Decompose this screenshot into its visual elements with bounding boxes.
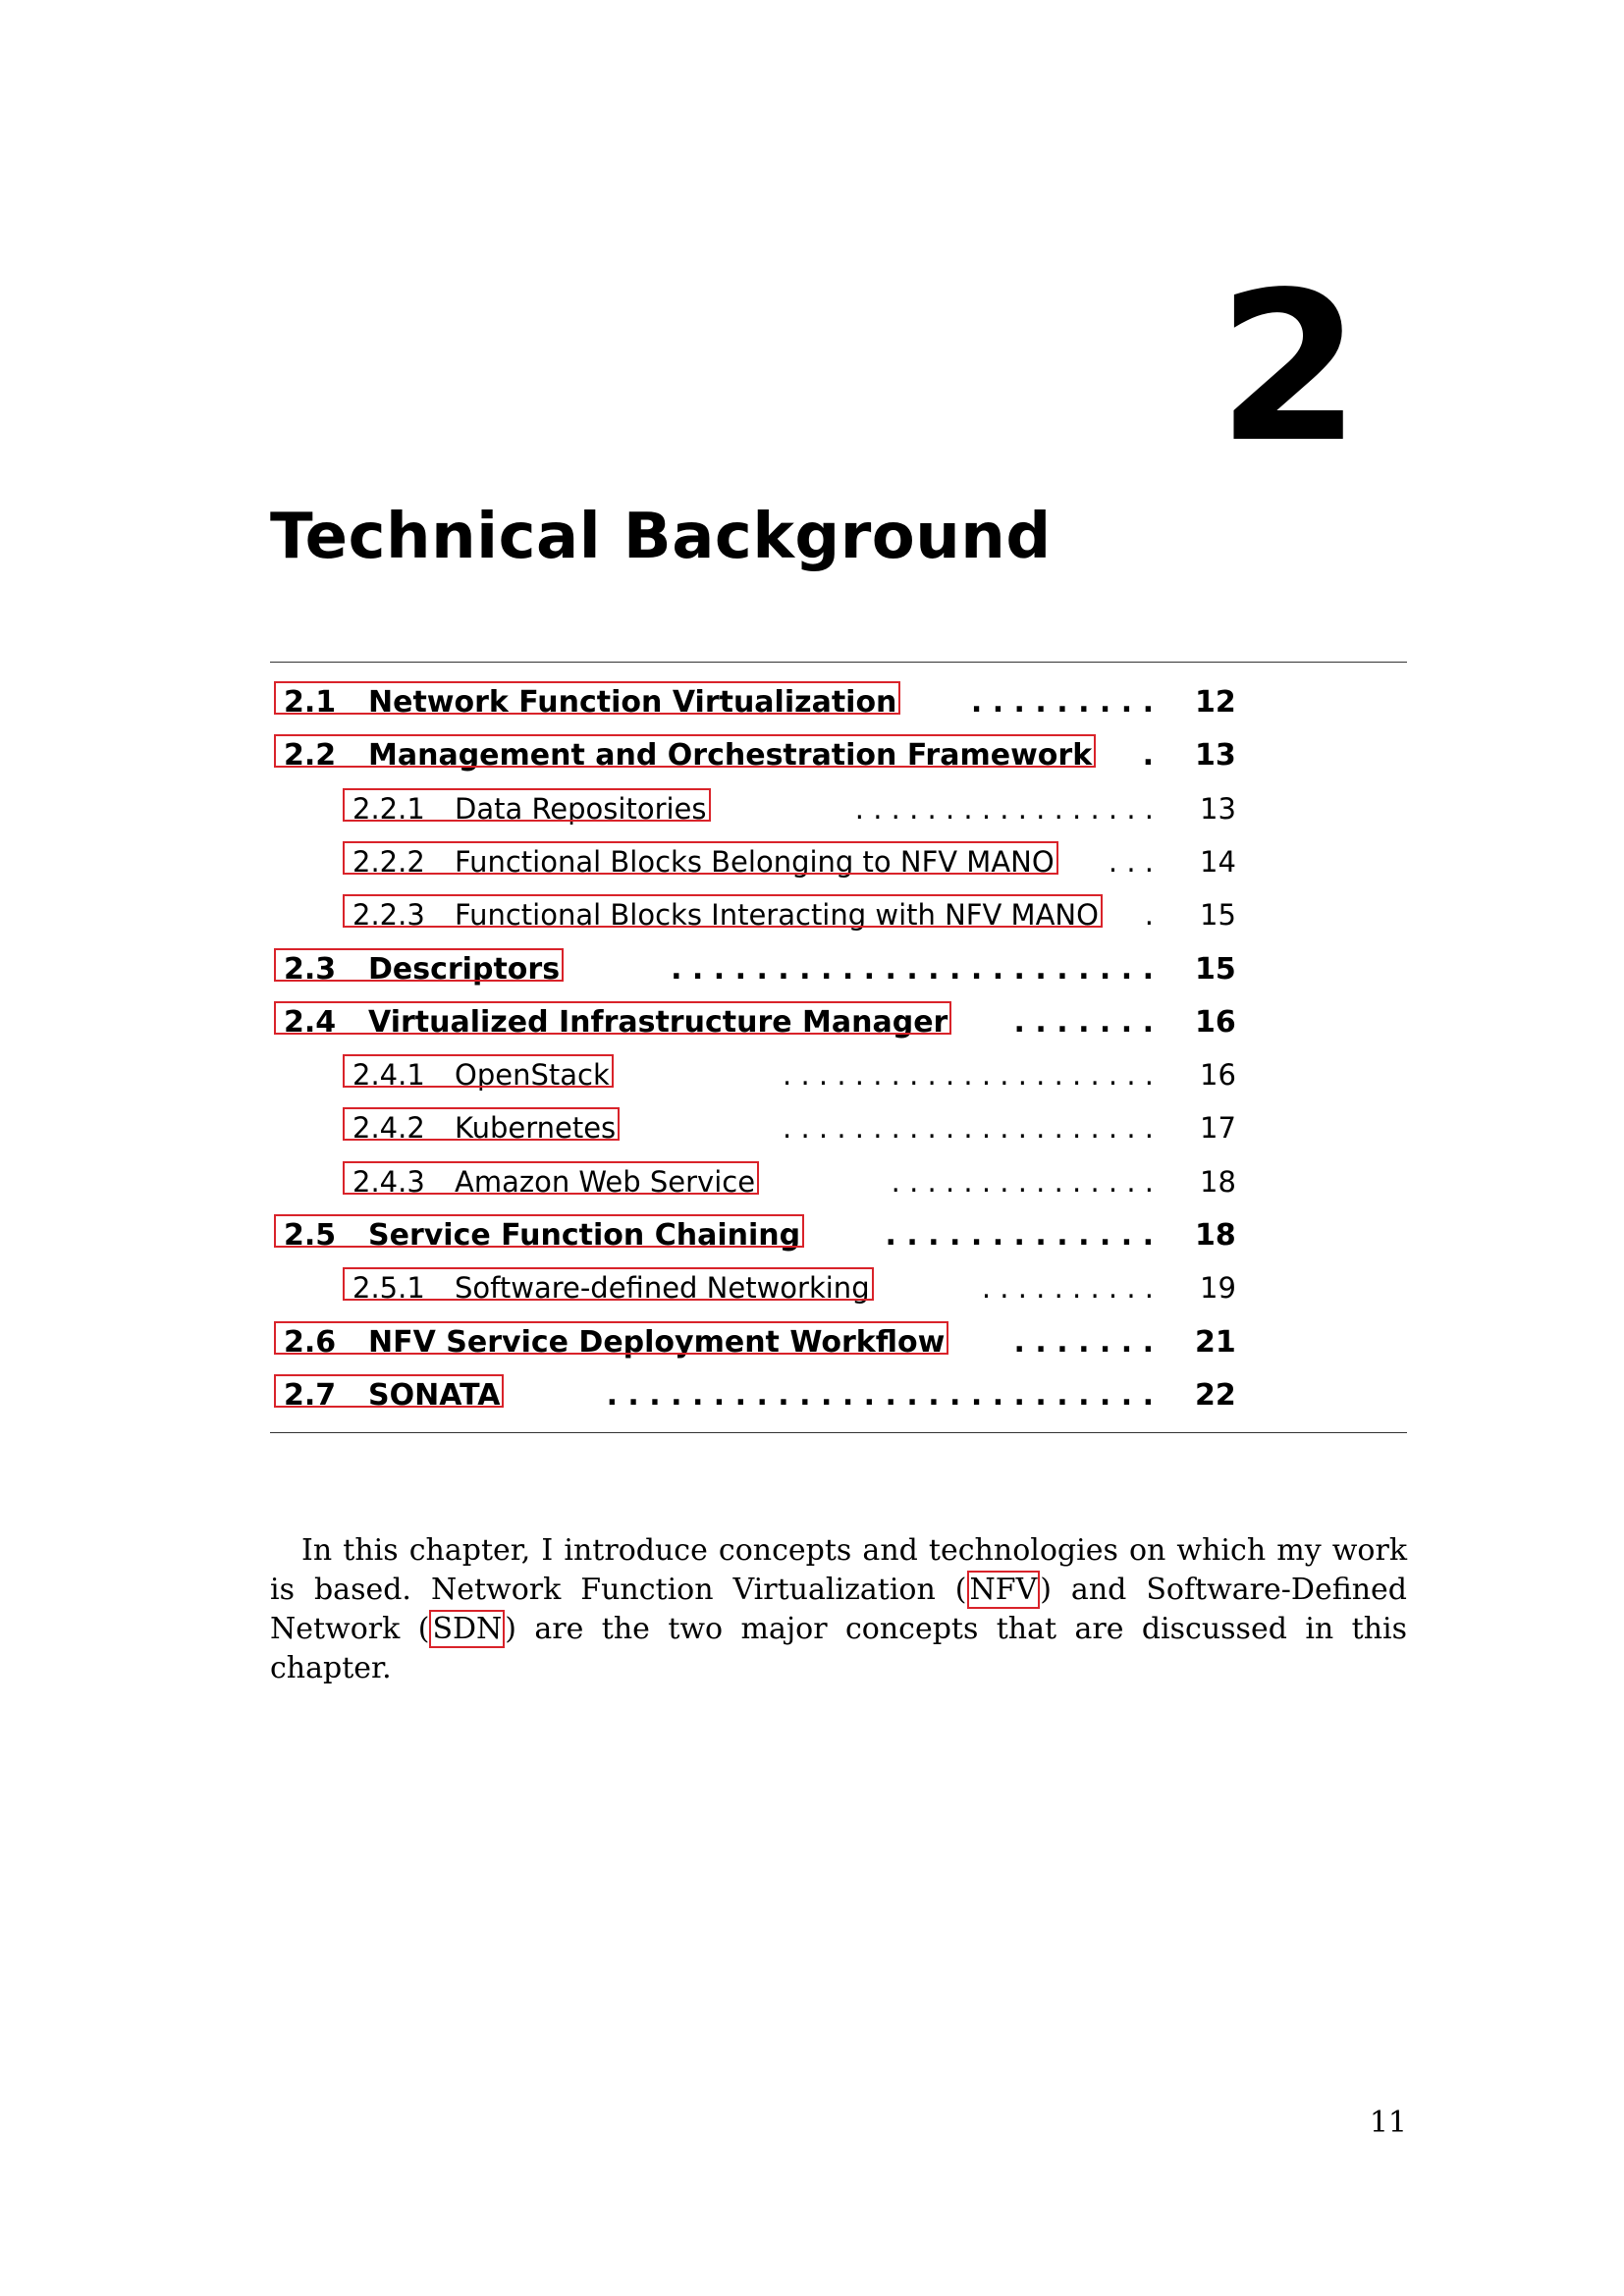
chapter-title: Technical Background — [270, 501, 1052, 573]
toc-entry-page: 15 — [1200, 898, 1236, 933]
toc-entry-number: 2.2.1 — [352, 791, 425, 826]
toc-entry-link-box[interactable] — [343, 1107, 620, 1141]
acronym-link-nfv[interactable]: NFV — [967, 1571, 1041, 1609]
toc-entry-page: 22 — [1195, 1377, 1236, 1413]
toc-entry-leader-dots: . — [1142, 738, 1154, 774]
intro-paragraph — [270, 1531, 1407, 1688]
toc-entry-page: 21 — [1195, 1324, 1236, 1360]
toc-entry[interactable] — [270, 837, 1252, 877]
toc-entry-label: Network Function Virtualization — [368, 685, 897, 720]
toc-entry-link-box[interactable] — [274, 1001, 951, 1035]
toc-entry[interactable] — [270, 1370, 1252, 1413]
toc-entry-label: Service Function Chaining — [368, 1218, 801, 1253]
toc-entry-leader-dots: . . . . . . . . . — [970, 685, 1154, 720]
toc-entry-page: 14 — [1200, 844, 1236, 879]
toc-entry-leader-dots: . . . . . . . — [1013, 1004, 1154, 1040]
toc-entry-link-box[interactable] — [343, 1267, 874, 1301]
toc-entry-leader-dots: . . . . . . . . . . . . . . . . . . . . . . . — [671, 951, 1154, 987]
toc-entry-label: Management and Orchestration Framework — [368, 738, 1093, 774]
toc-entry-number: 2.4.3 — [352, 1164, 425, 1199]
toc-entry-number: 2.5.1 — [352, 1271, 425, 1306]
page-number: 11 — [1369, 2106, 1407, 2140]
toc-entry-leader-dots: . . . . . . . — [1013, 1324, 1154, 1360]
toc-entry-page: 13 — [1200, 791, 1236, 826]
toc-entry-leader-dots: . . . . . . . . . . . . . — [885, 1218, 1154, 1253]
toc-entry-label: Virtualized Infrastructure Manager — [368, 1004, 948, 1040]
toc-entry[interactable] — [270, 677, 1252, 720]
toc-entry-number: 2.5 — [284, 1218, 337, 1253]
toc-entry[interactable] — [270, 944, 1252, 987]
toc-entry-leader-dots: . . . . . . . . . . . . . . . . . — [854, 791, 1154, 826]
toc-entry-page: 15 — [1195, 951, 1236, 987]
toc-entry-label: Descriptors — [368, 951, 561, 987]
toc-entry[interactable] — [270, 1210, 1252, 1253]
toc-bottom-rule — [270, 1432, 1407, 1433]
toc-entry-link-box[interactable] — [274, 681, 900, 715]
toc-entry-link-box[interactable] — [274, 1321, 948, 1355]
toc-entry-link-box[interactable] — [274, 1214, 804, 1248]
toc-entry-link-box[interactable] — [343, 1161, 759, 1195]
toc-entry-number: 2.1 — [284, 685, 337, 720]
toc-entry-page: 13 — [1195, 738, 1236, 774]
toc-top-rule — [270, 662, 1407, 663]
toc-entry-number: 2.4.1 — [352, 1058, 425, 1093]
intro-text-3: ) are the two major concepts that are discussed in this chapter. — [270, 1612, 1408, 1685]
toc-entry-number: 2.7 — [284, 1377, 337, 1413]
toc-entry-label: Functional Blocks Interacting with NFV MANO — [455, 898, 1099, 933]
toc-entry-link-box[interactable] — [343, 788, 711, 822]
intro-text-1: In this chapter, I introduce concepts and technologies on which my work is based. Network Function Virtualization ( — [270, 1533, 1407, 1607]
toc-entry-label: OpenStack — [455, 1058, 610, 1093]
intro-text-2: ) and Software-Defined Network ( — [270, 1573, 1407, 1646]
toc-entry-page: 18 — [1195, 1218, 1236, 1253]
toc-entry[interactable] — [270, 1157, 1252, 1197]
toc-entry-leader-dots: . . . . . . . . . . . . . . . . . . . . . — [783, 1058, 1154, 1093]
toc-entry-number: 2.6 — [284, 1324, 337, 1360]
toc-entry-number: 2.2 — [284, 738, 337, 774]
toc-entry-number: 2.3 — [284, 951, 337, 987]
toc-entry-page: 16 — [1200, 1058, 1236, 1093]
toc-entry-link-box[interactable] — [274, 734, 1096, 768]
toc-entry-link-box[interactable] — [343, 1054, 614, 1088]
toc-entry-number: 2.4.2 — [352, 1111, 425, 1146]
toc-entry[interactable] — [270, 1317, 1252, 1360]
toc-entry[interactable] — [270, 1103, 1252, 1146]
toc-entry-leader-dots: . . . — [1108, 844, 1154, 879]
toc-entry-link-box[interactable] — [274, 1374, 504, 1408]
toc-entry[interactable] — [270, 890, 1252, 933]
toc-entry-label: Functional Blocks Belonging to NFV MANO — [455, 844, 1055, 879]
toc-entry[interactable] — [270, 1263, 1252, 1306]
toc-entry-leader-dots: . . . . . . . . . . . . . . . — [891, 1164, 1154, 1199]
toc-entry-leader-dots: . . . . . . . . . . . . . . . . . . . . . . . . . . — [606, 1377, 1154, 1413]
toc-entry-page: 16 — [1195, 1004, 1236, 1040]
toc-entry-label: Software-defined Networking — [455, 1271, 870, 1306]
toc-entry-number: 2.4 — [284, 1004, 337, 1040]
toc-entry[interactable] — [270, 730, 1252, 774]
toc-entry-label: Data Repositories — [455, 791, 707, 826]
chapter-number: 2 — [1217, 247, 1361, 488]
toc-entry-number: 2.2.3 — [352, 898, 425, 933]
toc-entry-page: 17 — [1200, 1111, 1236, 1146]
toc-entry-leader-dots: . . . . . . . . . . . . . . . . . . . . . — [783, 1111, 1154, 1146]
toc-entry-leader-dots: . — [1144, 898, 1154, 933]
toc-entry-link-box[interactable] — [343, 841, 1058, 875]
toc-entry-label: Kubernetes — [455, 1111, 617, 1146]
toc-entry[interactable] — [270, 784, 1252, 824]
toc-entry-label: SONATA — [368, 1377, 501, 1413]
toc-entry-link-box[interactable] — [274, 948, 564, 982]
toc-entry-page: 12 — [1195, 685, 1236, 720]
toc-entry-leader-dots: . . . . . . . . . . — [981, 1271, 1154, 1306]
toc-entry-link-box[interactable] — [343, 894, 1103, 928]
toc-entry-page: 18 — [1200, 1164, 1236, 1199]
toc-entry-page: 19 — [1200, 1271, 1236, 1306]
toc-entry[interactable] — [270, 1050, 1252, 1093]
acronym-link-sdn[interactable]: SDN — [429, 1610, 505, 1648]
toc-entry-number: 2.2.2 — [352, 844, 425, 879]
toc-entry-label: Amazon Web Service — [455, 1164, 756, 1199]
toc-entry-label: NFV Service Deployment Workflow — [368, 1324, 946, 1360]
toc-entry[interactable] — [270, 997, 1252, 1040]
